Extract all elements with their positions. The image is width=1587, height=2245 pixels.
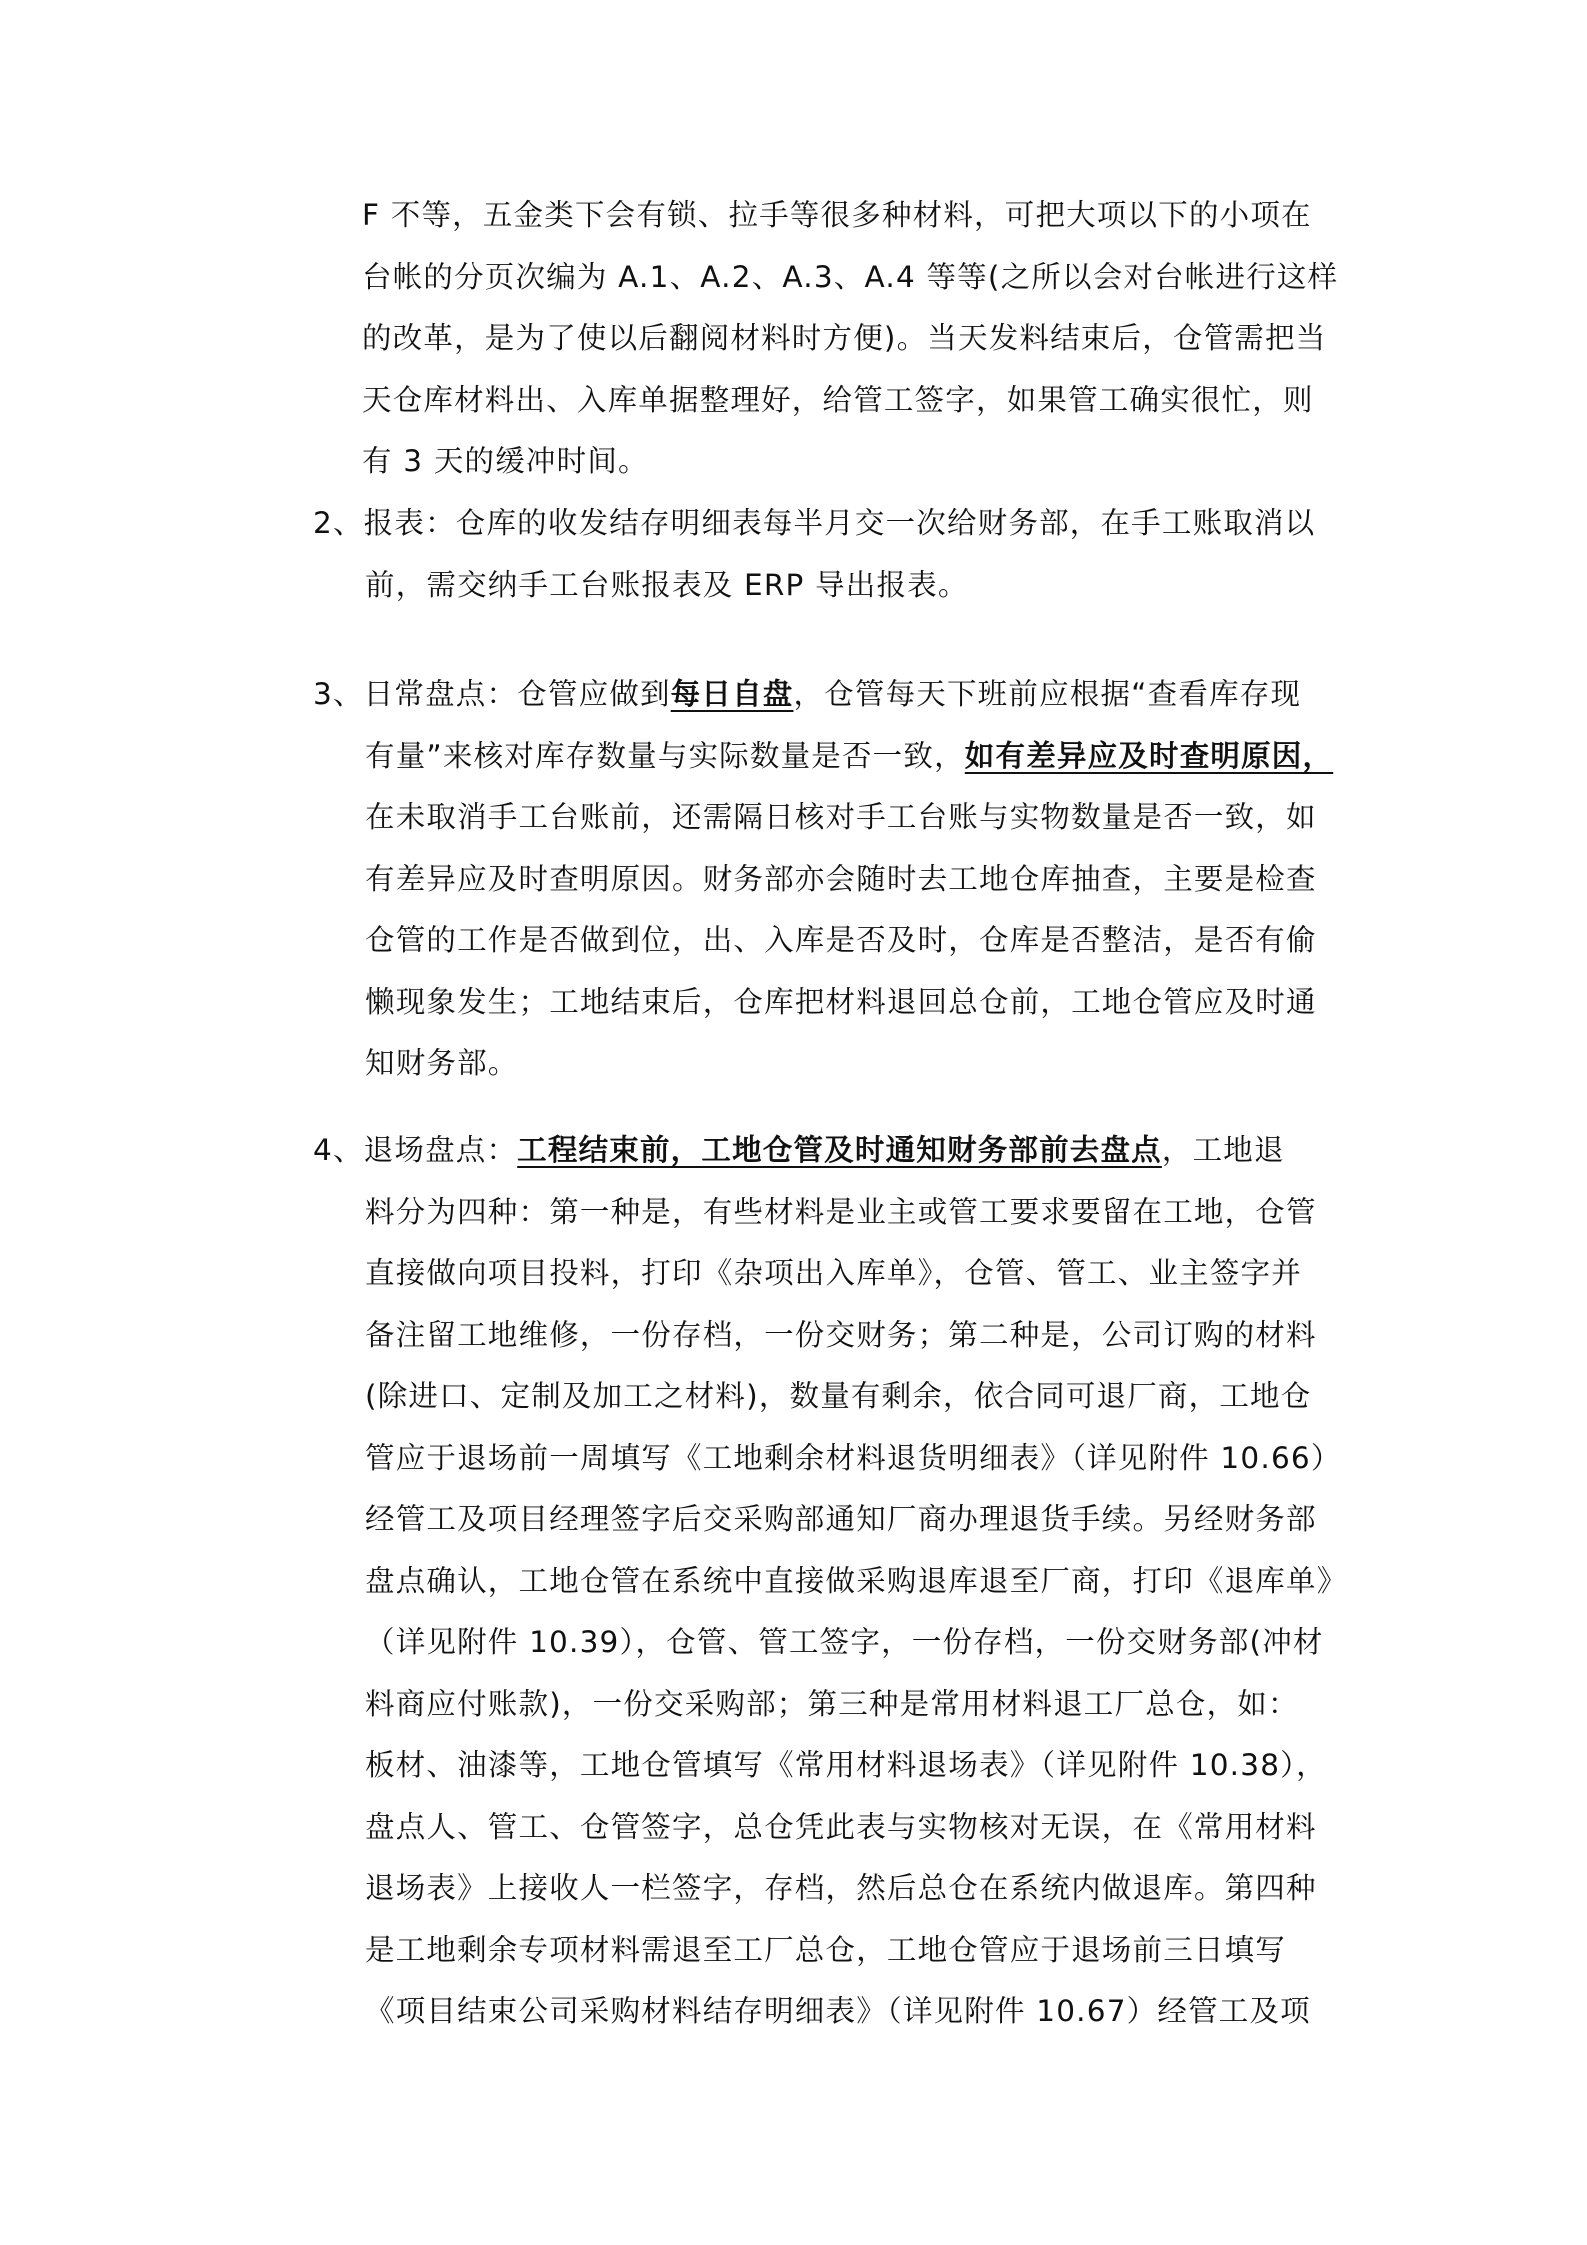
text-segment: 管应于退场前一周填写《工地剩余材料退货明细表》（详见附件 10.66）: [365, 1440, 1342, 1475]
text-line: [362, 308, 1402, 370]
text-line: [313, 1489, 1353, 1551]
text-line: [313, 1366, 1353, 1428]
text-line: [313, 787, 1353, 849]
text-line: [313, 1612, 1353, 1674]
text-segment: ，仓管每天下班前应根据“查看库存现: [793, 677, 1302, 711]
text-line: [313, 1674, 1353, 1736]
text-line: [313, 726, 1353, 788]
text-line: [362, 185, 1402, 247]
emphasized-text: 工程结束前，工地仓管及时通知财务部前去盘点: [517, 1133, 1162, 1167]
text-line: [313, 1243, 1353, 1305]
text-segment: （详见附件 10.39），仓管、管工签字，一份存档，一份交财务部(冲材: [365, 1625, 1324, 1659]
text-line: [313, 972, 1353, 1034]
text-segment: 有量”来核对库存数量与实际数量是否一致，: [365, 738, 965, 773]
text-segment: 在未取消手工台账前，还需隔日核对手工台账与实物数量是否一致，如: [365, 800, 1317, 834]
text-line: [313, 1920, 1353, 1982]
text-segment: 直接做向项目投料，打印《杂项出入库单》，仓管、管工、业主签字并: [365, 1256, 1302, 1290]
text-line: [313, 1428, 1353, 1490]
text-segment: 仓管的工作是否做到位，出、入库是否及时，仓库是否整洁，是否有偷: [365, 923, 1317, 957]
text-segment: ，工地退: [1161, 1133, 1285, 1167]
paragraph-exit-inventory: [313, 1120, 1353, 2043]
text-segment: 知财务部。: [365, 1046, 519, 1080]
text-segment: 退场表》上接收人一栏签字，存档，然后总仓在系统内做退库。第四种: [365, 1871, 1317, 1905]
text-segment: 2、报表：仓库的收发结存明细表每半月交一次给财务部，在手工账取消以: [313, 506, 1316, 540]
text-segment: 料分为四种：第一种是，有些材料是业主或管工要求要留在工地，仓管: [365, 1194, 1317, 1229]
text-segment: 有差异应及时查明原因。财务部亦会随时去工地仓库抽查，主要是检查: [365, 861, 1317, 896]
text-line: [313, 910, 1353, 972]
text-line: [313, 1858, 1353, 1920]
text-segment: 板材、油漆等，工地仓管填写《常用材料退场表》（详见附件 10.38），: [365, 1748, 1327, 1782]
text-segment: 台帐的分页次编为 A.1、A.2、A.3、A.4 等等(之所以会对台帐进行这样: [362, 259, 1339, 294]
text-segment: (除进口、定制及加工之材料)，数量有剩余，依合同可退厂商，工地仓: [365, 1379, 1312, 1413]
text-segment: 经管工及项目经理签字后交采购部通知厂商办理退货手续。另经财务部: [365, 1502, 1317, 1536]
text-line: [313, 1981, 1353, 2043]
text-segment: 3、日常盘点：仓管应做到: [313, 677, 671, 711]
text-line: [313, 1182, 1353, 1244]
text-line: [313, 1735, 1353, 1797]
text-segment: 盘点人、管工、仓管签字，总仓凭此表与实物核对无误，在《常用材料: [365, 1809, 1317, 1844]
emphasized-text: 如有差异应及时查明原因，: [964, 738, 1334, 773]
text-line: [313, 849, 1353, 911]
text-segment: 盘点确认，工地仓管在系统中直接做采购退库退至厂商，打印《退库单》: [365, 1563, 1348, 1598]
text-segment: 是工地剩余专项材料需退至工厂总仓，工地仓管应于退场前三日填写: [365, 1932, 1287, 1967]
text-line: [313, 555, 1353, 617]
text-segment: 的改革，是为了使以后翻阅材料时方便)。当天发料结束后，仓管需把当: [362, 321, 1327, 355]
paragraph-daily-inventory: [313, 664, 1353, 1095]
text-line: [362, 370, 1402, 432]
text-line: [313, 1305, 1353, 1367]
paragraph-continuation: [362, 185, 1402, 493]
text-segment: 天仓库材料出、入库单据整理好，给管工签字，如果管工确实很忙，则: [362, 382, 1314, 417]
text-segment: 备注留工地维修，一份存档，一份交财务；第二种是，公司订购的材料: [365, 1317, 1317, 1352]
text-line: [313, 1120, 1353, 1182]
emphasized-text: 每日自盘: [670, 677, 794, 711]
text-line: [313, 1033, 1353, 1095]
text-line: [313, 1797, 1353, 1859]
text-segment: 4、退场盘点：: [313, 1133, 518, 1167]
text-segment: 有 3 天的缓冲时间。: [362, 444, 649, 478]
text-line: [362, 247, 1402, 309]
text-segment: 料商应付账款)，一份交采购部；第三种是常用材料退工厂总仓，如：: [365, 1686, 1299, 1721]
text-segment: 《项目结束公司采购材料结存明细表》（详见附件 10.67）经管工及项: [365, 1994, 1311, 2028]
paragraph-report: [313, 493, 1353, 616]
text-segment: 懒现象发生；工地结束后，仓库把材料退回总仓前，工地仓管应及时通: [365, 984, 1317, 1019]
text-segment: 前，需交纳手工台账报表及 ERP 导出报表。: [365, 567, 969, 602]
text-segment: F 不等，五金类下会有锁、拉手等很多种材料，可把大项以下的小项在: [362, 198, 1312, 232]
text-line: [313, 1551, 1353, 1613]
text-line: [313, 493, 1353, 555]
text-line: [313, 664, 1353, 726]
text-line: [362, 431, 1402, 493]
